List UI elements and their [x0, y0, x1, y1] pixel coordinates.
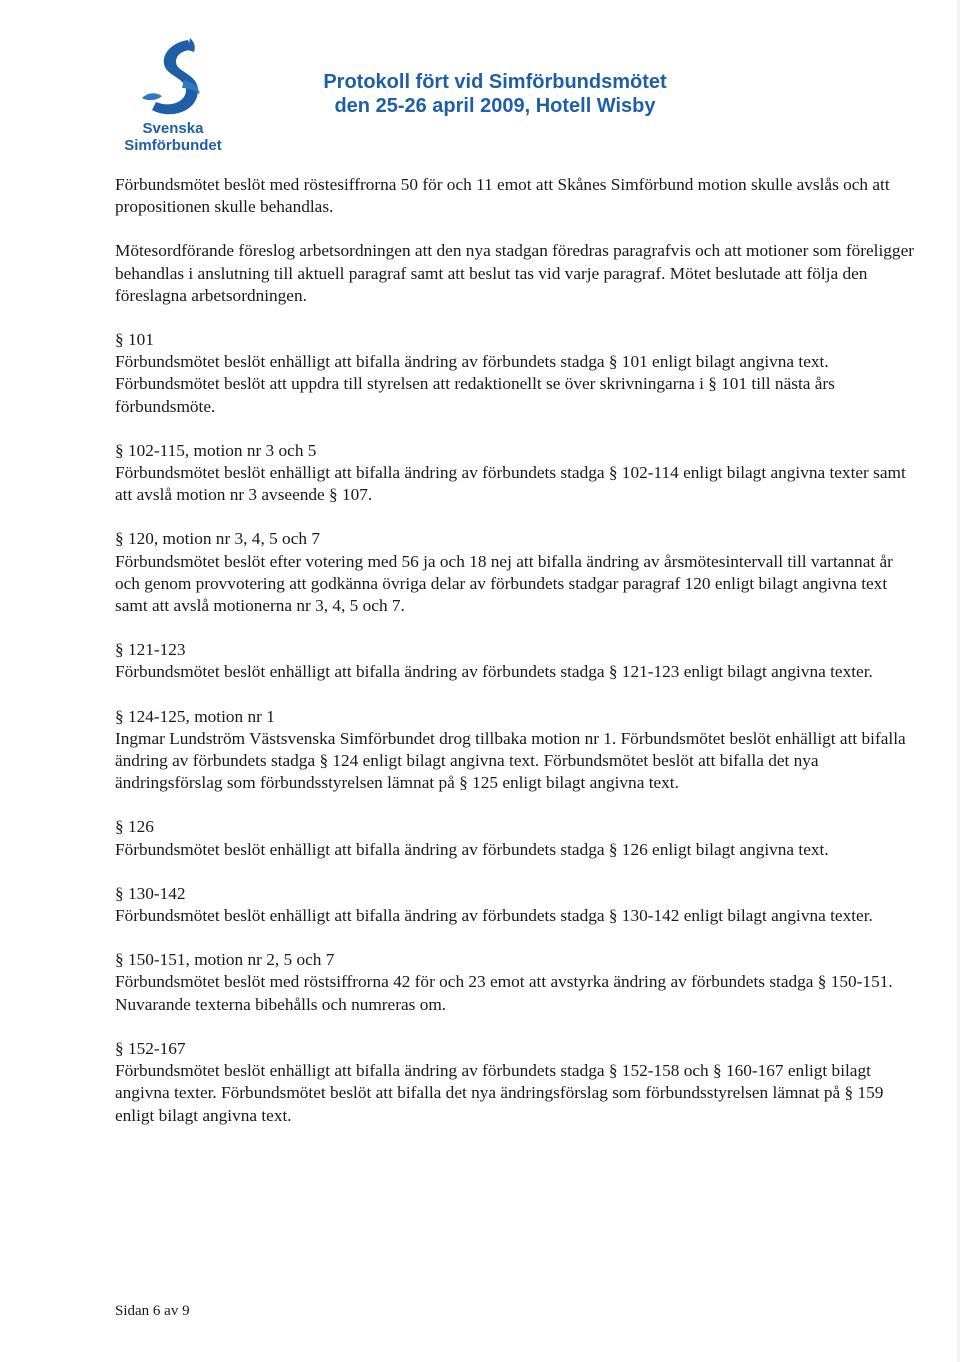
logo-line-2: Simförbundet	[124, 137, 222, 154]
section-text: Förbundsmötet beslöt enhälligt att bifalla ändring av förbundets stadga § 130-142 enligt bilagt angivna texter.	[115, 906, 873, 926]
section-102-115	[115, 440, 920, 507]
section-heading: § 102-115, motion nr 3 och 5	[115, 440, 317, 460]
intro-paragraph-2: Mötesordförande föreslog arbetsordningen att den nya stadgan föredras paragrafvis och att motioner som föreligger behandlas i anslutning till aktuell paragraf samt att beslut tas vid varje paragraf. Mötet beslutade att följa den föreslagna arbetsordningen.	[115, 241, 914, 305]
page-number: Sidan 6 av 9	[115, 1303, 190, 1319]
section-101	[115, 329, 920, 418]
section-heading: § 152-167	[115, 1038, 186, 1058]
section-heading: § 130-142	[115, 883, 186, 903]
section-124-125	[115, 706, 920, 795]
section-text: Ingmar Lundström Västsvenska Simförbundet drog tillbaka motion nr 1. Förbundsmötet beslöt enhälligt att bifalla ändring av förbundets stadga § 124 enligt bilagt angivna text. Förbundsmötet beslöt att bifalla det nya ändringsförslag som förbundsstyrelsen lämnat på § 125 enligt bilagt angivna text.	[115, 728, 906, 793]
section-heading: § 150-151, motion nr 2, 5 och 7	[115, 950, 335, 970]
section-126	[115, 816, 920, 860]
organization-logo	[108, 36, 238, 156]
section-heading: § 121-123	[115, 640, 186, 660]
section-text: Förbundsmötet beslöt enhälligt att bifalla ändring av förbundets stadga § 126 enligt bilagt angivna text.	[115, 839, 829, 859]
intro-paragraph-1: Förbundsmötet beslöt med röstesiffrorna 50 för och 11 emot att Skånes Simförbund motion skulle avslås och att propositionen skulle behandlas.	[115, 175, 890, 217]
section-heading: § 101	[115, 330, 154, 350]
section-text: Förbundsmötet beslöt enhälligt att bifalla ändring av förbundets stadga § 101 enligt bilagt angivna text. Förbundsmötet beslöt att uppdra till styrelsen att redaktionellt se över skrivningarna i § 101 till nästa års förbundsmöte.	[115, 352, 835, 416]
logo-line-1: Svenska	[142, 120, 204, 137]
document-title	[260, 70, 730, 118]
section-text: Förbundsmötet beslöt med röstsiffrorna 42 för och 23 emot att avstyrka ändring av förbundets stadga § 150-151. Nuvarande texterna bibehålls och numreras om.	[115, 972, 893, 1014]
section-120	[115, 528, 920, 617]
section-heading: § 126	[115, 817, 154, 837]
section-text: Förbundsmötet beslöt enhälligt att bifalla ändring av förbundets stadga § 152-158 och § 160-167 enligt bilagt angivna texter. Förbundsmötet beslöt att bifalla det nya ändringsförslag som förbundsstyrelsen lämnat på § 159 enligt bilagt angivna text.	[115, 1061, 884, 1125]
section-text: Förbundsmötet beslöt enhälligt att bifalla ändring av förbundets stadga § 102-114 enligt bilagt angivna texter samt att avslå motion nr 3 avseende § 107.	[115, 463, 906, 505]
section-150-151	[115, 949, 920, 1016]
section-152-167	[115, 1038, 920, 1127]
swimmer-s-logo-icon	[134, 36, 214, 122]
protocol-body	[115, 174, 920, 1149]
section-text: Förbundsmötet beslöt efter votering med 56 ja och 18 nej att bifalla ändring av årsmötesintervall till vartannat år och genom provvotering att godkänna övriga delar av förbundets stadgar paragraf 120 enligt bilagt angivna text samt att avslå motionerna nr 3, 4, 5 och 7.	[115, 551, 893, 616]
section-121-123	[115, 639, 920, 683]
section-heading: § 120, motion nr 3, 4, 5 och 7	[115, 529, 320, 549]
section-heading: § 124-125, motion nr 1	[115, 706, 275, 726]
title-line-2: den 25-26 april 2009, Hotell Wisby	[334, 95, 656, 117]
logo-wordmark	[108, 120, 238, 154]
title-line-1: Protokoll fört vid Simförbundsmötet	[323, 71, 667, 93]
section-text: Förbundsmötet beslöt enhälligt att bifalla ändring av förbundets stadga § 121-123 enligt bilagt angivna texter.	[115, 662, 873, 682]
section-130-142	[115, 883, 920, 927]
